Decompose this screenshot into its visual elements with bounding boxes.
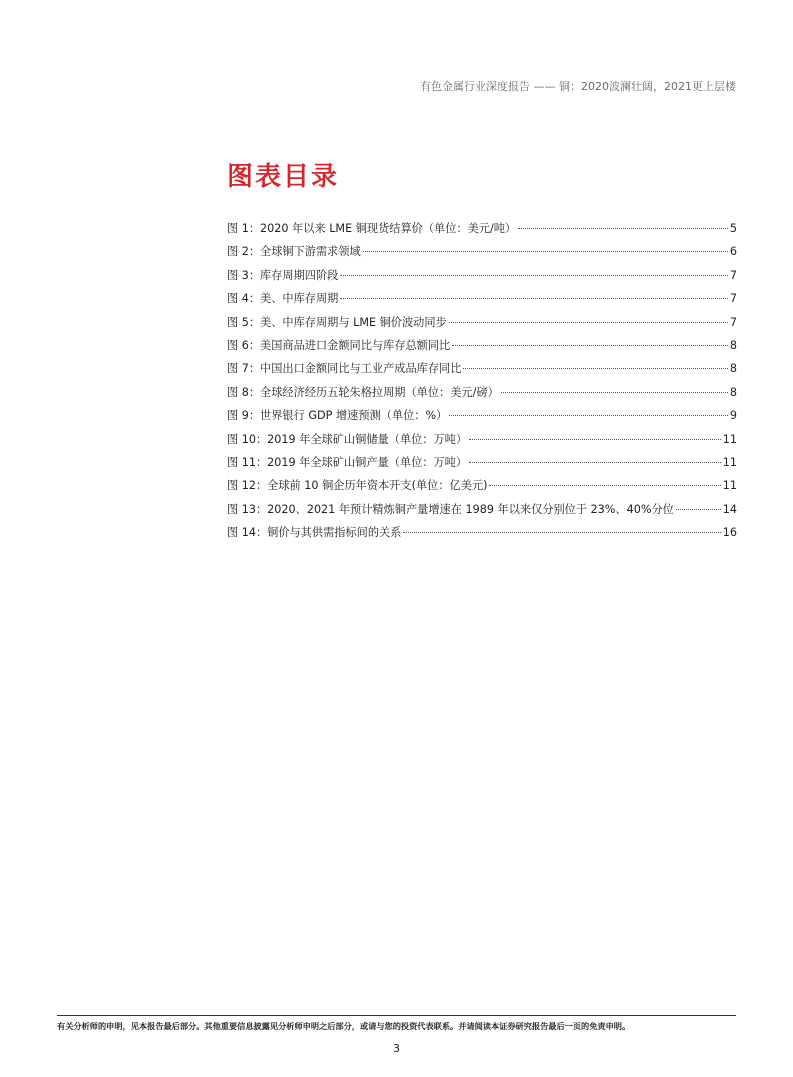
toc-leader-dots bbox=[452, 345, 728, 346]
toc-leader-dots bbox=[340, 298, 728, 299]
toc-entry-page: 14 bbox=[722, 502, 737, 516]
toc-entry-label: 图 13：2020、2021 年预计精炼铜产量增速在 1989 年以来仅分别位于 23%、40%分位 bbox=[227, 502, 674, 516]
report-header: 有色金属行业深度报告 —— 铜：2020波澜壮阔，2021更上层楼 bbox=[420, 80, 736, 93]
page-number: 3 bbox=[393, 1042, 400, 1055]
toc-entry-label: 图 7：中国出口金额同比与工业产成品库存同比 bbox=[227, 362, 462, 376]
toc-entry-page: 5 bbox=[729, 222, 737, 235]
toc-entry-label: 图 3：库存周期四阶段 bbox=[227, 268, 339, 282]
toc-entry-label: 图 12：全球前 10 铜企历年资本开支(单位：亿美元) bbox=[227, 479, 488, 493]
toc-entry-9[interactable] bbox=[227, 407, 737, 430]
toc-leader-dots bbox=[463, 368, 727, 369]
toc-entry-page: 7 bbox=[729, 292, 737, 306]
toc-entry-page: 7 bbox=[729, 315, 737, 329]
footer-divider bbox=[57, 1015, 736, 1016]
toc-entry-13[interactable] bbox=[227, 501, 737, 524]
toc-leader-dots bbox=[676, 509, 721, 510]
toc-entry-3[interactable] bbox=[227, 267, 737, 290]
toc-entry-page: 11 bbox=[722, 455, 737, 469]
toc-entry-page: 16 bbox=[722, 526, 737, 540]
toc-entry-8[interactable] bbox=[227, 384, 737, 407]
page-title: 图表目录 bbox=[227, 162, 340, 192]
toc-entry-label: 图 14：铜价与其供需指标间的关系 bbox=[227, 526, 402, 540]
toc-entry-5[interactable] bbox=[227, 314, 737, 337]
toc-leader-dots bbox=[403, 532, 720, 533]
toc-entry-1[interactable] bbox=[227, 220, 737, 243]
toc-entry-page: 6 bbox=[729, 245, 737, 259]
toc-leader-dots bbox=[469, 462, 721, 463]
toc-leader-dots bbox=[489, 485, 720, 486]
toc-entry-page: 9 bbox=[729, 409, 737, 423]
toc-entry-page: 11 bbox=[722, 432, 737, 446]
toc-entry-label: 图 9：世界银行 GDP 增速预测（单位：%） bbox=[227, 409, 448, 423]
toc-entry-11[interactable] bbox=[227, 454, 737, 477]
toc-entry-page: 8 bbox=[729, 338, 737, 352]
toc-leader-dots bbox=[363, 251, 728, 252]
toc-entry-4[interactable] bbox=[227, 290, 737, 313]
toc-entry-label: 图 2：全球铜下游需求领域 bbox=[227, 245, 361, 259]
toc-entry-page: 7 bbox=[729, 268, 737, 282]
toc-entry-label: 图 11：2019 年全球矿山铜产量（单位：万吨） bbox=[227, 455, 468, 469]
toc-entry-page: 8 bbox=[729, 385, 737, 399]
toc-leader-dots bbox=[340, 275, 728, 276]
toc-entry-label: 图 4：美、中库存周期 bbox=[227, 292, 339, 306]
toc-entry-10[interactable] bbox=[227, 431, 737, 454]
toc-entry-label: 图 10：2019 年全球矿山铜储量（单位：万吨） bbox=[227, 432, 468, 446]
toc-entry-6[interactable] bbox=[227, 337, 737, 360]
toc-entry-2[interactable] bbox=[227, 243, 737, 266]
toc-leader-dots bbox=[501, 392, 728, 393]
toc-entry-page: 11 bbox=[722, 479, 737, 493]
toc-entry-label: 图 5：美、中库存周期与 LME 铜价波动同步 bbox=[227, 315, 447, 329]
toc-leader-dots bbox=[469, 439, 721, 440]
toc-entry-label: 图 1：2020 年以来 LME 铜现货结算价（单位：美元/吨） bbox=[227, 222, 517, 235]
toc-entry-page: 8 bbox=[729, 362, 737, 376]
toc-entry-label: 图 6：美国商品进口金额同比与库存总额同比 bbox=[227, 338, 451, 352]
toc-entry-label: 图 8：全球经济经历五轮朱格拉周期（单位：美元/磅） bbox=[227, 385, 499, 399]
analyst-disclaimer: 有关分析师的申明，见本报告最后部分。其他重要信息披露见分析师申明之后部分，或请与您的投资代表联系。并请阅读本证券研究报告最后一页的免责申明。 bbox=[57, 1021, 631, 1031]
toc-leader-dots bbox=[518, 228, 728, 229]
toc-entry-12[interactable] bbox=[227, 477, 737, 500]
toc-entry-7[interactable] bbox=[227, 360, 737, 383]
toc-leader-dots bbox=[449, 322, 728, 323]
figure-toc bbox=[227, 220, 737, 547]
toc-leader-dots bbox=[449, 415, 728, 416]
toc-entry-14[interactable] bbox=[227, 524, 737, 547]
